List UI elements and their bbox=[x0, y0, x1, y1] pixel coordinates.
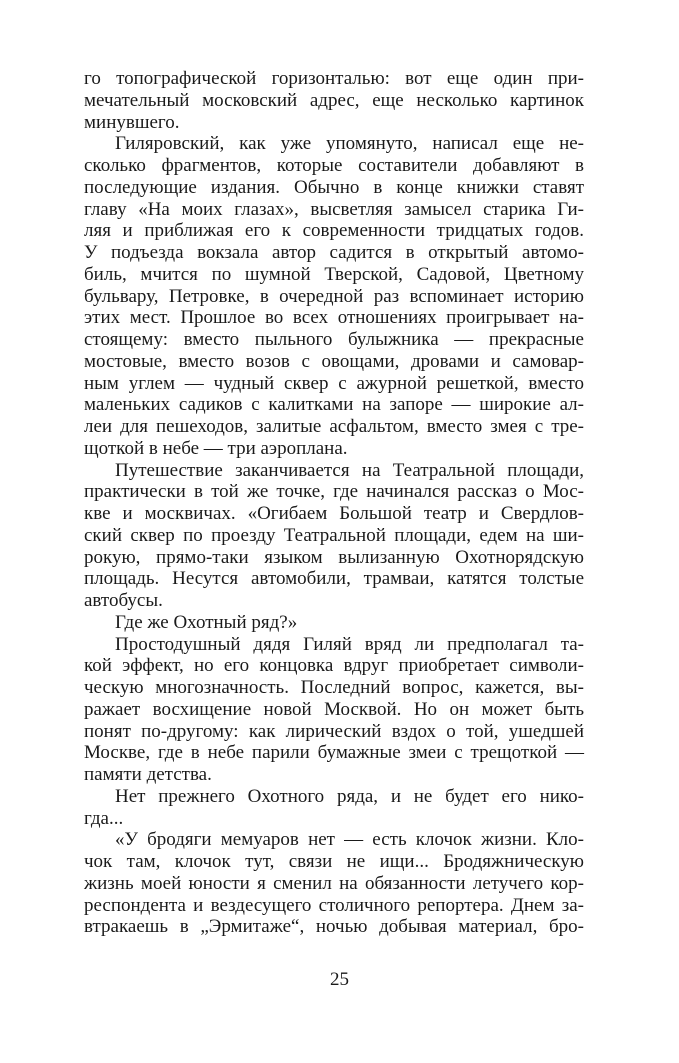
text-line: респондента и вездесущего столичного репортера. Днем за- bbox=[84, 894, 584, 916]
text-line: ражает восхищение новой Москвой. Но он может быть bbox=[84, 698, 584, 720]
text-line: мечательный московский адрес, еще несколько картинок bbox=[84, 89, 584, 111]
text-line: бульвару, Петровке, в очередной раз вспоминает историю bbox=[84, 285, 584, 307]
text-line: ным углем — чудный сквер с ажурной решеткой, вместо bbox=[84, 372, 584, 394]
text-line: сколько фрагментов, которые составители добавляют в bbox=[84, 155, 584, 176]
text-line: площадь. Несутся автомобили, трамваи, катятся толстые bbox=[84, 568, 584, 590]
text-line: последующие издания. Обычно в конце книжки ставят bbox=[84, 176, 584, 198]
text-line: Нет прежнего Охотного ряда, и не будет его нико- bbox=[115, 785, 584, 807]
text-line: понят по-другому: как лирический вздох о той, ушедшей bbox=[84, 720, 584, 742]
text-line: кве и москвичах. «Огибаем Большой театр и Свердлов- bbox=[84, 503, 584, 524]
page-number: 25 bbox=[330, 969, 349, 990]
text-line: го топографической горизонталью: вот еще один при- bbox=[84, 68, 584, 89]
text-line: минувшего. bbox=[84, 111, 180, 133]
text-line: жизнь моей юности я сменил на обязанности летучего кор- bbox=[84, 872, 584, 894]
text-line: чок там, клочок тут, связи не ищи... Бродяжническую bbox=[84, 851, 584, 872]
text-line: щоткой в небе — три аэроплана. bbox=[84, 437, 348, 459]
text-line: ский сквер по проезду Театральной площади, едем на ши- bbox=[84, 524, 584, 546]
text-line: стоящему: вместо пыльного булыжника — прекрасные bbox=[84, 329, 584, 350]
text-line: втракаешь в „Эрмитаже“, ночью добывая материал, бро- bbox=[84, 916, 584, 938]
text-line: маленьких садиков с калитками на запоре — широкие ал- bbox=[84, 394, 584, 416]
text-line: ческую многозначность. Последний вопрос, кажется, вы- bbox=[84, 677, 584, 698]
text-line: ляя и приближая его к современности тридцатых годов. bbox=[84, 220, 584, 242]
text-line: мостовые, вместо возов с овощами, дровами и самовар- bbox=[84, 350, 584, 372]
text-line: гда... bbox=[84, 807, 124, 829]
text-line: кой эффект, но его концовка вдруг приобретает символи- bbox=[84, 655, 584, 677]
text-line: Путешествие заканчивается на Театральной площади, bbox=[115, 459, 584, 481]
text-line: Простодушный дядя Гиляй вряд ли предполагал та- bbox=[115, 633, 584, 655]
text-line: этих мест. Прошлое во всех отношениях проигрывает на- bbox=[84, 307, 584, 329]
text-line: «У бродяги мемуаров нет — есть клочок жизни. Кло- bbox=[115, 829, 584, 851]
text-line: леи для пешеходов, залитые асфальтом, вместо змея с тре- bbox=[84, 416, 584, 437]
text-line: автобусы. bbox=[84, 590, 163, 611]
body-text bbox=[84, 68, 584, 938]
text-line: Гиляровский, как уже упомянуто, написал еще не- bbox=[115, 133, 584, 155]
text-line: практически в той же точке, где начинался рассказ о Мос- bbox=[84, 481, 584, 503]
text-line: биль, мчится по шумной Тверской, Садовой, Цветному bbox=[84, 263, 584, 285]
text-line: главу «На моих глазах», высветляя замысел старика Ги- bbox=[84, 198, 584, 220]
text-line: Москве, где в небе парили бумажные змеи с трещоткой — bbox=[84, 742, 584, 764]
text-line: Где же Охотный ряд?» bbox=[115, 611, 298, 633]
text-line: памяти детства. bbox=[84, 764, 212, 785]
text-line: рокую, прямо-таки языком вылизанную Охотнорядскую bbox=[84, 546, 584, 568]
text-line: У подъезда вокзала автор садится в открытый автомо- bbox=[84, 242, 584, 263]
